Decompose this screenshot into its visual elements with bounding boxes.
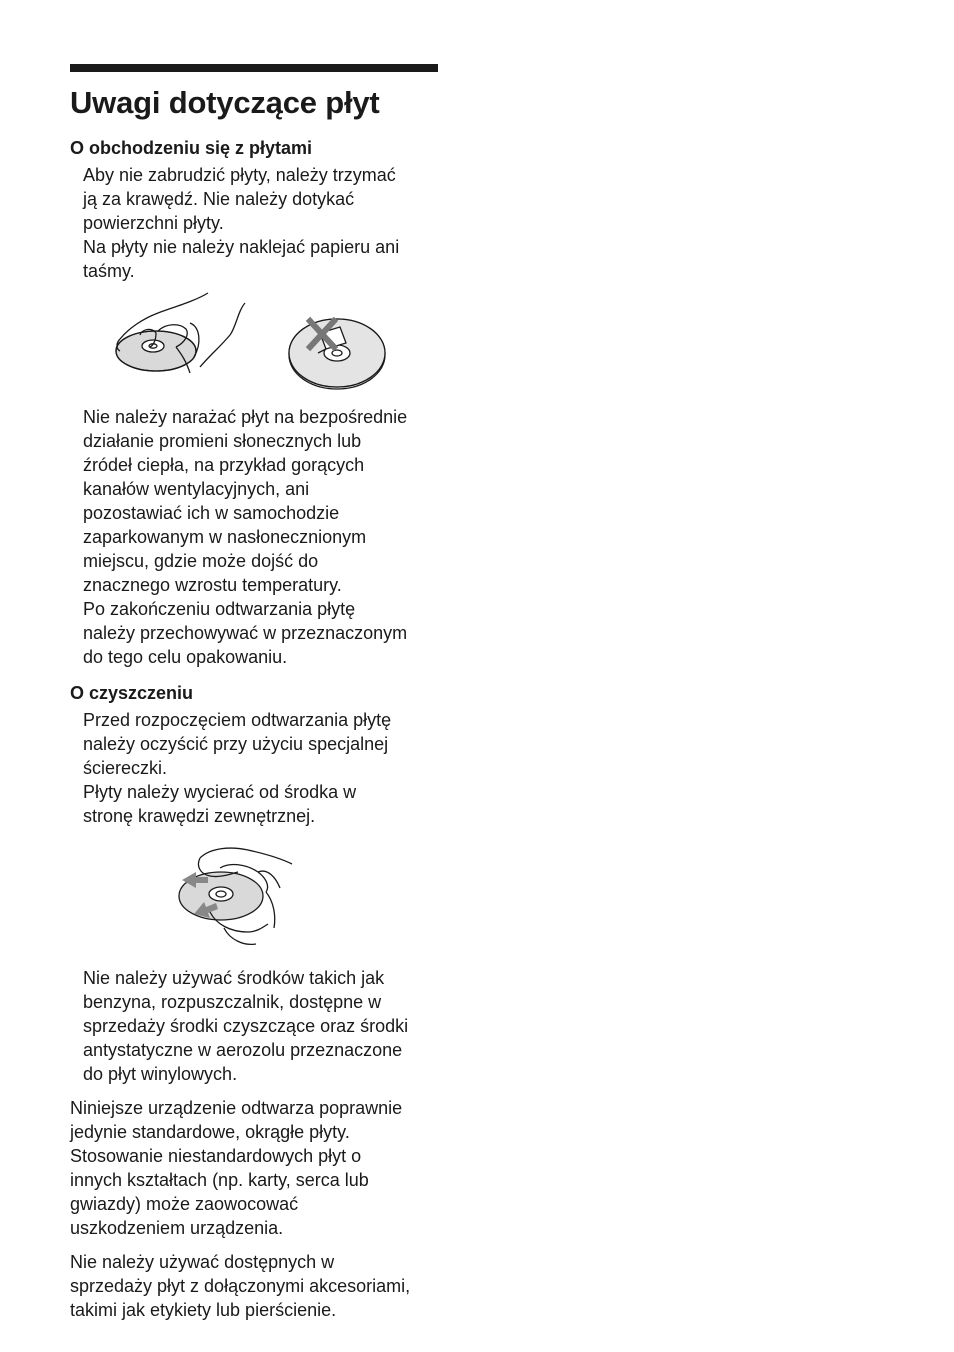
text-line: kanałów wentylacyjnych, ani <box>83 479 310 499</box>
figure-disc-handling <box>70 283 438 403</box>
text-line: takimi jak etykiety lub pierścienie. <box>70 1300 337 1320</box>
text-line: ściereczki. <box>83 758 168 778</box>
title-rule <box>70 64 438 72</box>
page-title: Uwagi dotyczące płyt <box>70 85 380 120</box>
handling-text-2 <box>70 405 438 669</box>
text-line: do tego celu opakowaniu. <box>83 647 288 667</box>
text-line: Na płyty nie należy naklejać papieru ani <box>83 237 400 257</box>
note-paragraph-1 <box>70 1096 438 1240</box>
text-line: znacznego wzrostu temperatury. <box>83 575 342 595</box>
text-line: powierzchni płyty. <box>83 213 224 233</box>
note-paragraph-2 <box>70 1250 438 1322</box>
hand-holding-disc-illustration <box>116 293 245 373</box>
handling-text-1 <box>70 163 438 283</box>
text-line: antystatyczne w aerozolu przeznaczone <box>83 1040 403 1060</box>
text-line: Niniejsze urządzenie odtwarza poprawnie <box>70 1098 403 1118</box>
section-heading-handling: O obchodzeniu się z płytami <box>70 138 313 158</box>
disc-with-tape-crossed-illustration <box>289 319 385 389</box>
text-line: gwiazdy) może zaowocować <box>70 1194 299 1214</box>
text-line: zaparkowanym w nasłonecznionym <box>83 527 367 547</box>
text-line: Nie należy używać środków takich jak <box>83 968 385 988</box>
text-line: pozostawiać ich w samochodzie <box>83 503 340 523</box>
text-line: miejscu, gdzie może dojść do <box>83 551 319 571</box>
text-line: Płyty należy wycierać od środka w <box>83 782 357 802</box>
text-line: należy przechowywać w przeznaczonym <box>83 623 408 643</box>
text-line: Aby nie zabrudzić płyty, należy trzymać <box>83 165 396 185</box>
text-line: benzyna, rozpuszczalnik, dostępne w <box>83 992 382 1012</box>
text-line: Nie należy używać dostępnych w <box>70 1252 335 1272</box>
text-line: uszkodzeniem urządzenia. <box>70 1218 284 1238</box>
page-column <box>70 64 438 1322</box>
text-line: Nie należy narażać płyt na bezpośrednie <box>83 407 408 427</box>
text-line: źródeł ciepła, na przykład gorących <box>83 455 365 475</box>
text-line: Przed rozpoczęciem odtwarzania płytę <box>83 710 392 730</box>
section-heading-cleaning: O czyszczeniu <box>70 683 194 703</box>
text-line: należy oczyścić przy użyciu specjalnej <box>83 734 389 754</box>
cleaning-text-2 <box>70 966 438 1086</box>
text-line: taśmy. <box>83 261 135 281</box>
text-line: Stosowanie niestandardowych płyt o <box>70 1146 362 1166</box>
disc-handling-illustration <box>70 283 438 403</box>
text-line: stronę krawędzi zewnętrznej. <box>83 806 316 826</box>
text-line: Po zakończeniu odtwarzania płytę <box>83 599 356 619</box>
cleaning-text-1 <box>70 708 438 828</box>
text-line: jedynie standardowe, okrągłe płyty. <box>70 1122 350 1142</box>
figure-disc-cleaning <box>70 828 438 966</box>
text-line: ją za krawędź. Nie należy dotykać <box>83 189 355 209</box>
hand-wiping-disc-illustration <box>70 828 438 966</box>
text-line: sprzedaży środki czyszczące oraz środki <box>83 1016 409 1036</box>
text-line: działanie promieni słonecznych lub <box>83 431 362 451</box>
text-line: sprzedaży płyt z dołączonymi akcesoriami, <box>70 1276 411 1296</box>
text-line: innych kształtach (np. karty, serca lub <box>70 1170 369 1190</box>
text-line: do płyt winylowych. <box>83 1064 238 1084</box>
